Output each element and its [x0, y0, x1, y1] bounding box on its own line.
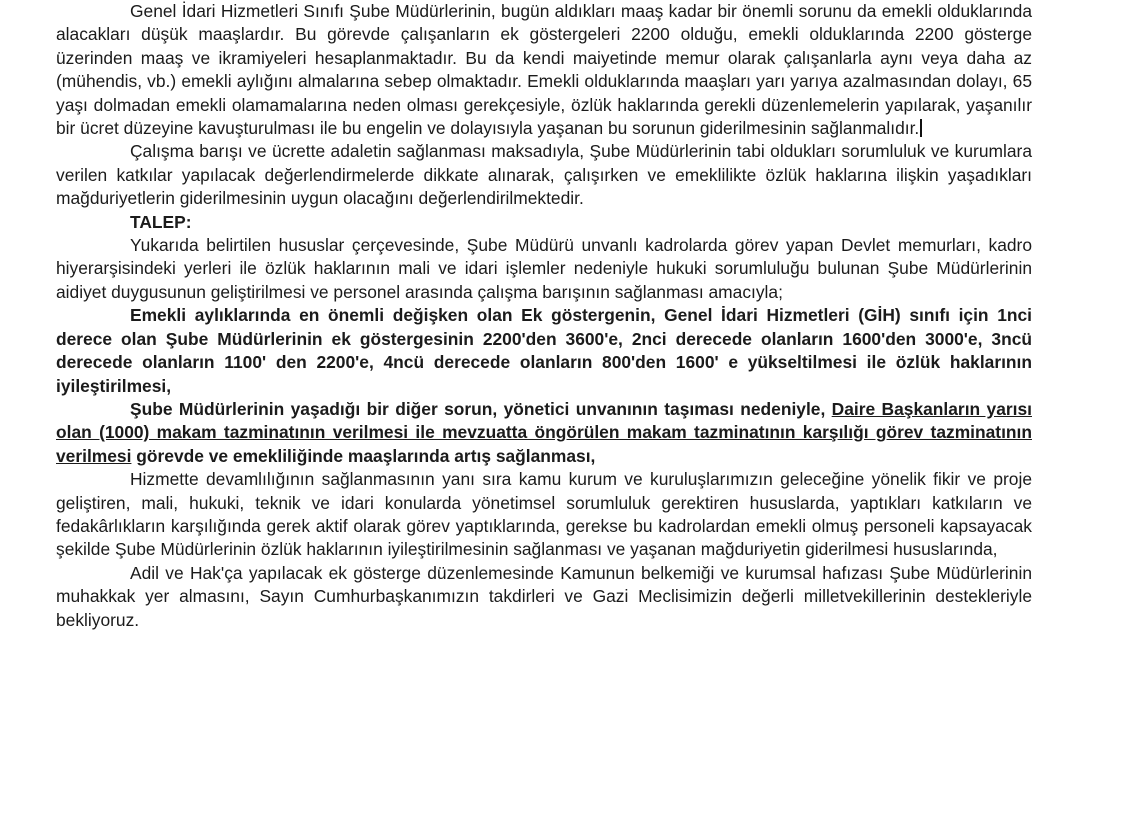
- request-heading: TALEP:: [130, 211, 192, 232]
- paragraph-closing: Adil ve Hak'ça yapılacak ek gösterge düzenlemesinde Kamunun belkemiği ve kurumsal hafızası Şube Müdürlerinin muhakkak yer almasını, Sayın Cumhurbaşkanımızın takdirleri ve Gazi Meclisimizin değerli milletvekillerinin destekleriyle bekliyoruz.: [56, 562, 1032, 630]
- paragraph-text-end: görevde ve emekliliğinde maaşlarında artış sağlanması,: [131, 445, 596, 466]
- text-cursor: [920, 119, 922, 137]
- paragraph-text-start: Şube Müdürlerinin yaşadığı bir diğer sorun, yönetici unvanının taşıması nedeniyle,: [130, 398, 832, 419]
- paragraph-compensation-request: [56, 398, 1032, 468]
- paragraph-continuity: Hizmette devamlılığının sağlanmasının yanı sıra kamu kurum ve kuruluşlarımızın geleceğine yönelik fikir ve proje geliştiren, mali, hukuki, teknik ve idari konularda yönetimsel sorumluluk gerektiren hususlarda, yaptıkları katkıların ve fedakârlıkların karşılığında gerek aktif olarak görev yaptıklarında, gerekse bu kadrolardan emekli olmuş personeli kapsayacak şekilde Şube Müdürlerinin özlük haklarının iyileştirilmesinin sağlanması ve yaşanan mağduriyetin giderilmesi hususlarında,: [56, 469, 1032, 560]
- document-page: [56, 0, 1032, 632]
- paragraph-text: Genel İdari Hizmetleri Sınıfı Şube Müdürlerinin, bugün aldıkları maaş kadar bir önemli sorunu da emekli olduklarında alacakları düşük maaşlardır. Bu görevde çalışanların ek göstergeleri 2200 olduğu, emekli olduklarında 2200 gösterge üzerinden maaş ve ikramiyeleri hesaplanmaktadır. Bu da kendi maiyetinde memur olarak çalışanlarla aynı veya daha az (mühendis, vb.) emekli aylığını almalarına sebep olmaktadır. Emekli olduklarında maaşları yarı yarıya azalmasından dolayı, 65 yaşı dolmadan emekli olamamalarına neden olması gerekçesiyle, özlük haklarında gerekli düzenlemelerin yapılarak, yaşanılır bir ücret düzeyine kavuşturulması ile bu engelin ve dolayısıyla yaşanan bu sorunun giderilmesinin sağlanmalıdır.: [56, 1, 1032, 139]
- paragraph-indicator-request: Emekli aylıklarında en önemli değişken olan Ek göstergenin, Genel İdari Hizmetleri (GİH) sınıfı için 1nci derece olan Şube Müdürlerinin ek göstergesinin 2200'den 3600'e, 2nci derecede olanların 1600'den 3000'e, 3ncü derecede olanların 1100' den 2200'e, 4ncü derecede olanların 800'den 1600' e yükseltilmesi ile özlük haklarının iyileştirilmesi,: [56, 305, 1032, 396]
- paragraph-work-peace: Çalışma barışı ve ücrette adaletin sağlanması maksadıyla, Şube Müdürlerinin tabi oldukları sorumluluk ve kurumlara verilen katkılar yapılacak değerlendirmelerde dikkate alınarak, çalışırken ve emeklilikte özlük haklarına ilişkin yaşadıkları mağduriyetlerin giderilmesinin uygun olacağını değerlendirilmektedir.: [56, 141, 1032, 209]
- paragraph-retirement-salaries: [56, 0, 1032, 140]
- underlined-compensation-text: Daire Başkanların yarısı olan (1000) makam tazminatının verilmesi ile mevzuatta öngörülen makam tazminatının karşılığı görev tazminatının verilmesi: [56, 398, 1032, 466]
- paragraph-request-intro: Yukarıda belirtilen hususlar çerçevesinde, Şube Müdürü unvanlı kadrolarda görev yapan Devlet memurları, kadro hiyerarşisindeki yerleri ile özlük haklarının mali ve idari işlemler nedeniyle hukuki sorumluluğu bulunan Şube Müdürlerinin aidiyet duygusunun geliştirilmesi ve personel arasında çalışma barışının sağlanması amacıyla;: [56, 235, 1032, 302]
